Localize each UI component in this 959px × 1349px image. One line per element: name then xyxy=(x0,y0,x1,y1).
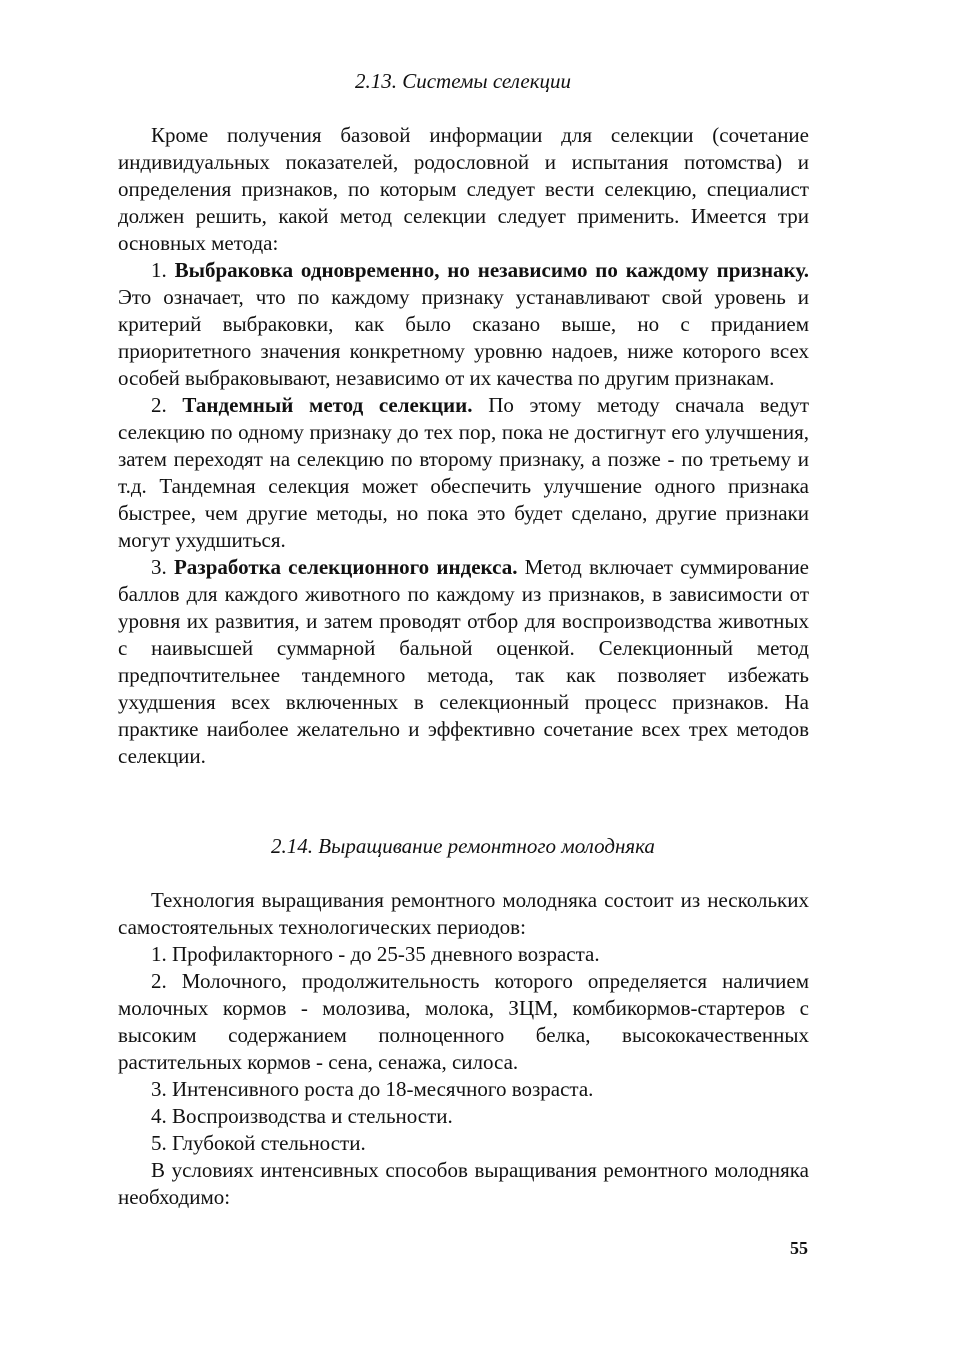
closing-paragraph: В условиях интенсивных способов выращивания ремонтного молодняка необходимо: xyxy=(118,1158,809,1209)
section-body-selection-systems xyxy=(118,122,809,770)
period-item-5: 5. Глубокой стельности. xyxy=(151,1131,366,1155)
period-item-2: 2. Молочного, продолжительность которого определяется наличием молочных кормов - молозива, молока, ЗЦМ, комбикормов-стартеров с высоким содержанием полноценного белка, высококачественных растительных кормов - сена, сенажа, силоса. xyxy=(118,969,809,1074)
method-paragraph-1 xyxy=(118,257,809,392)
intro-paragraph: Кроме получения базовой информации для селекции (сочетание индивидуальных показателей, родословной и испытания потомства) и определения признаков, по которым следует вести селекцию, специалист должен решить, какой метод селекции следует применить. Имеется три основных метода: xyxy=(118,123,809,255)
section-heading-selection-systems: 2.13. Системы селекции xyxy=(354,69,572,93)
method-number: 3. xyxy=(151,555,167,579)
method-number: 1. xyxy=(151,258,167,282)
page-number: 55 xyxy=(790,1238,808,1258)
method-name: Тандемный метод селекции. xyxy=(182,393,473,417)
period-item-3: 3. Интенсивного роста до 18-месячного возраста. xyxy=(151,1077,594,1101)
period-item-1: 1. Профилакторного - до 25-35 дневного возраста. xyxy=(151,942,600,966)
section-heading-young-stock: 2.14. Выращивание ремонтного молодняка xyxy=(271,834,655,858)
method-paragraph-2 xyxy=(118,392,809,554)
method-number: 2. xyxy=(151,393,167,417)
method-name: Разработка селекционного индекса. xyxy=(173,555,518,579)
section-body-young-stock xyxy=(118,887,809,1211)
method-paragraph-3 xyxy=(118,554,809,770)
intro-paragraph: Технология выращивания ремонтного молодняка состоит из нескольких самостоятельных технологических периодов: xyxy=(118,888,809,939)
period-item-4: 4. Воспроизводства и стельности. xyxy=(151,1104,453,1128)
method-text: Метод включает суммирование баллов для каждого животного по каждому из признаков, в зависимости от уровня их развития, и затем проводят отбор для воспроизводства животных с наивысшей суммарной бальной оценкой. Селекционный метод предпочтительнее тандемного метода, так как позволяет избежать ухудшения всех включенных в селекционный процесс признаков. На практике наиболее желательно и эффективно сочетание всех трех методов селекции. xyxy=(118,555,810,768)
method-text: По этому методу сначала ведут селекцию по одному признаку до тех пор, пока не достигнут его улучшения, затем переходят на селекцию по второму признаку, а позже - по третьему и т.д. Тандемная селекция может обеспечить улучшение одного признака быстрее, чем другие методы, но пока это будет сделано, другие признаки могут ухудшиться. xyxy=(118,393,810,552)
method-name: Выбраковка одновременно, но независимо по каждому признаку. xyxy=(174,258,809,282)
method-text: Это означает, что по каждому признаку устанавливают свой уровень и критерий выбраковки, как было сказано выше, но с приданием приоритетного значения конкретному уровню надоев, ниже которого всех особей выбраковывают, независимо от их качества по другим признакам. xyxy=(118,285,809,390)
